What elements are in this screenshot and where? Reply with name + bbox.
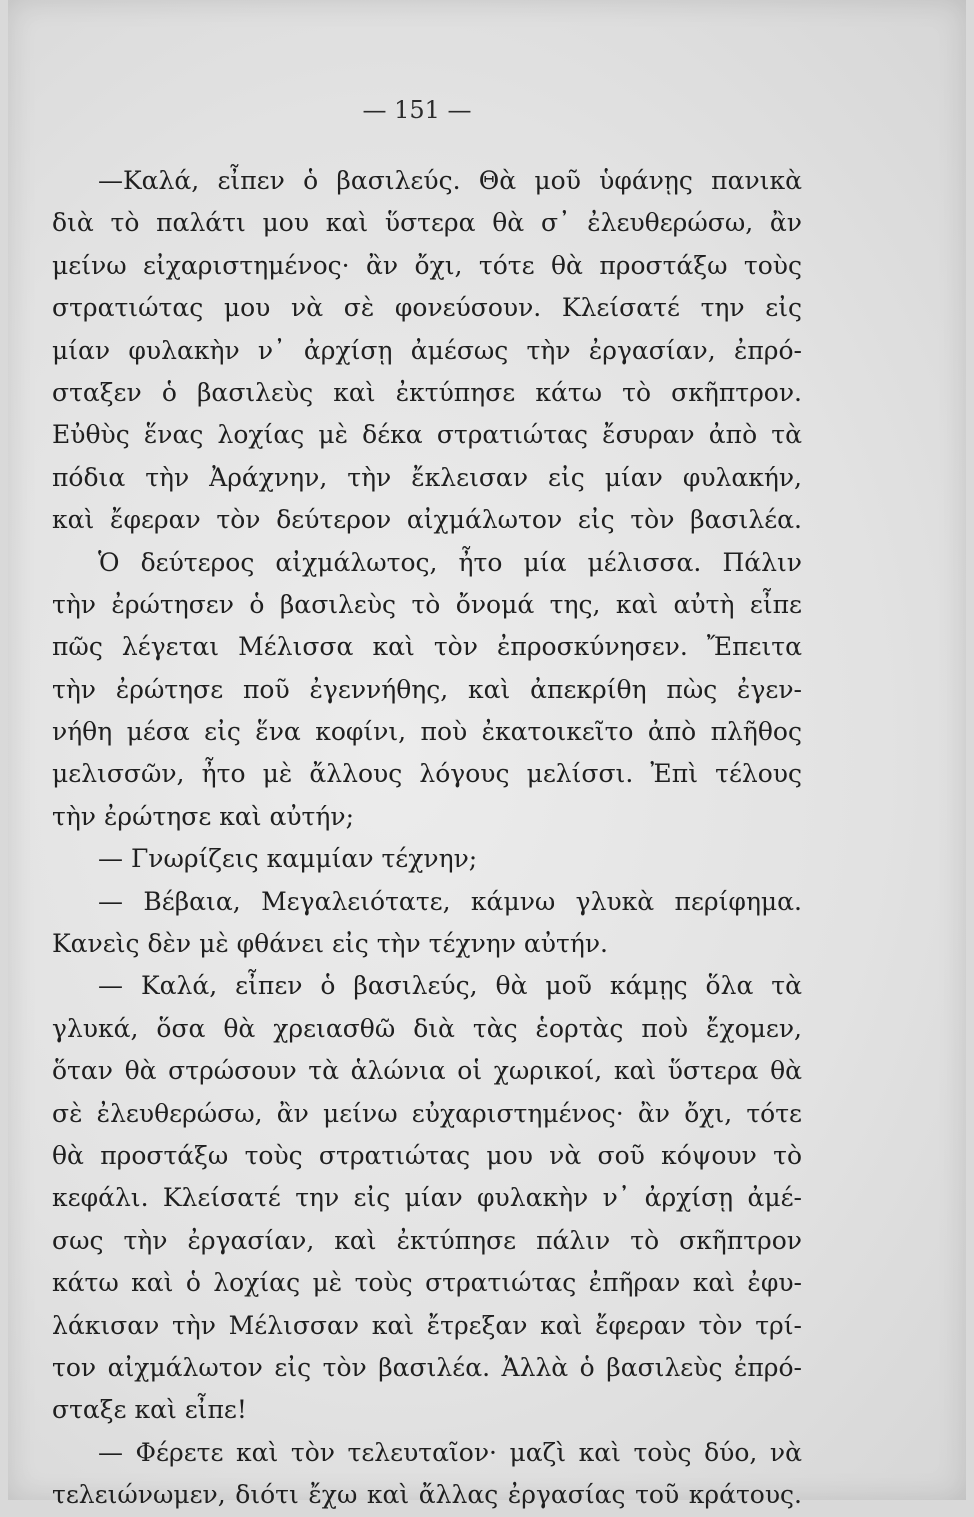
- text-line: σως τὴν ἐργασίαν, καὶ ἐκτύπησε πάλιν τὸ σκῆπτρον: [52, 1225, 802, 1255]
- text-line: νήθη μέσα εἰς ἕνα κοφίνι, ποὺ ἐκατοικεῖτο ἀπὸ πλῆθος: [52, 717, 802, 747]
- text-line: τελειώνωμεν, διότι ἔχω καὶ ἄλλας ἐργασίας τοῦ κράτους.: [52, 1480, 802, 1510]
- text-line: τὴν ἐρώτησε ποῦ ἐγεννήθης, καὶ ἀπεκρίθη πὼς ἐγεν-: [52, 674, 802, 704]
- text-line: μείνω εἰχαριστημένος· ἂν ὄχι, τότε θὰ προστάξω τοὺς: [52, 250, 802, 280]
- text-line: κάτω καὶ ὁ λοχίας μὲ τοὺς στρατιώτας ἐπῆραν καὶ ἐφυ-: [52, 1268, 802, 1298]
- page-body-text: [52, 160, 802, 1517]
- text-line: λάκισαν τὴν Μέλισσαν καὶ ἔτρεξαν καὶ ἔφεραν τὸν τρί-: [52, 1310, 802, 1340]
- text-line: τὴν ἐρώτησε καὶ αὐτήν;: [52, 801, 354, 831]
- text-line: Κανεὶς δὲν μὲ φθάνει εἰς τὴν τέχνην αὐτήν.: [52, 929, 608, 959]
- book-page: [8, 0, 966, 1510]
- text-line: πῶς λέγεται Μέλισσα καὶ τὸν ἐπροσκύνησεν. Ἔπειτα: [52, 632, 802, 662]
- text-line: θὰ προστάξω τοὺς στρατιώτας μου νὰ σοῦ κόψουν τὸ: [52, 1140, 802, 1170]
- text-line: τον αἰχμάλωτον εἰς τὸν βασιλέα. Ἀλλὰ ὁ βασιλεὺς ἐπρό-: [52, 1352, 802, 1382]
- text-line: στρατιώτας μου νὰ σὲ φονεύσουν. Κλείσατέ την εἰς: [52, 293, 802, 323]
- text-line: σὲ ἐλευθερώσω, ἂν μείνω εὐχαριστημένος· ἂν ὄχι, τότε: [52, 1098, 802, 1128]
- text-line: — Γνωρίζεις καμμίαν τέχνην;: [98, 844, 478, 874]
- text-line: μίαν φυλακὴν ν᾽ ἀρχίσῃ ἀμέσως τὴν ἐργασίαν, ἐπρό-: [52, 335, 802, 365]
- text-line: ὅταν θὰ στρώσουν τὰ ἁλώνια οἱ χωρικοί, καὶ ὕστερα θὰ: [52, 1056, 802, 1086]
- text-line: Εὐθὺς ἕνας λοχίας μὲ δέκα στρατιώτας ἔσυραν ἀπὸ τὰ: [52, 420, 802, 450]
- text-line: καὶ ἔφεραν τὸν δεύτερον αἰχμάλωτον εἰς τὸν βασιλέα.: [52, 505, 802, 535]
- text-line: μελισσῶν, ἦτο μὲ ἄλλους λόγους μελίσσι. Ἐπὶ τέλους: [52, 759, 802, 789]
- text-line: — Καλά, εἶπεν ὁ βασιλεύς, θὰ μοῦ κάμῃς ὅλα τὰ: [98, 971, 802, 1001]
- text-line: —Καλά, εἶπεν ὁ βασιλεύς. Θὰ μοῦ ὑφάνῃς πανικὰ: [98, 166, 802, 195]
- text-line: σταξεν ὁ βασιλεὺς καὶ ἐκτύπησε κάτω τὸ σκῆπτρον.: [52, 377, 802, 407]
- text-line: — Φέρετε καὶ τὸν τελευταῖον· μαζὶ καὶ τοὺς δύο, νὰ: [98, 1437, 802, 1467]
- text-line: τὴν ἐρώτησεν ὁ βασιλεὺς τὸ ὄνομά της, καὶ αὐτὴ εἶπε: [52, 589, 802, 619]
- text-line: γλυκά, ὅσα θὰ χρειασθῶ διὰ τὰς ἑορτὰς ποὺ ἔχομεν,: [52, 1013, 802, 1043]
- text-line: σταξε καὶ εἶπε!: [52, 1395, 247, 1425]
- text-line: Ὁ δεύτερος αἰχμάλωτος, ἦτο μία μέλισσα. Πάλιν: [98, 547, 802, 577]
- text-line: πόδια τὴν Ἀράχνην, τὴν ἔκλεισαν εἰς μίαν φυλακήν,: [52, 462, 802, 492]
- text-line: διὰ τὸ παλάτι μου καὶ ὕστερα θὰ σ᾽ ἐλευθερώσω, ἂν: [52, 208, 802, 238]
- text-line: κεφάλι. Κλείσατέ την εἰς μίαν φυλακὴν ν᾽ ἀρχίσῃ ἀμέ-: [52, 1183, 802, 1213]
- text-line: — Βέβαια, Μεγαλειότατε, κάμνω γλυκὰ περίφημα.: [98, 886, 802, 916]
- page-number: — 151 —: [362, 96, 472, 124]
